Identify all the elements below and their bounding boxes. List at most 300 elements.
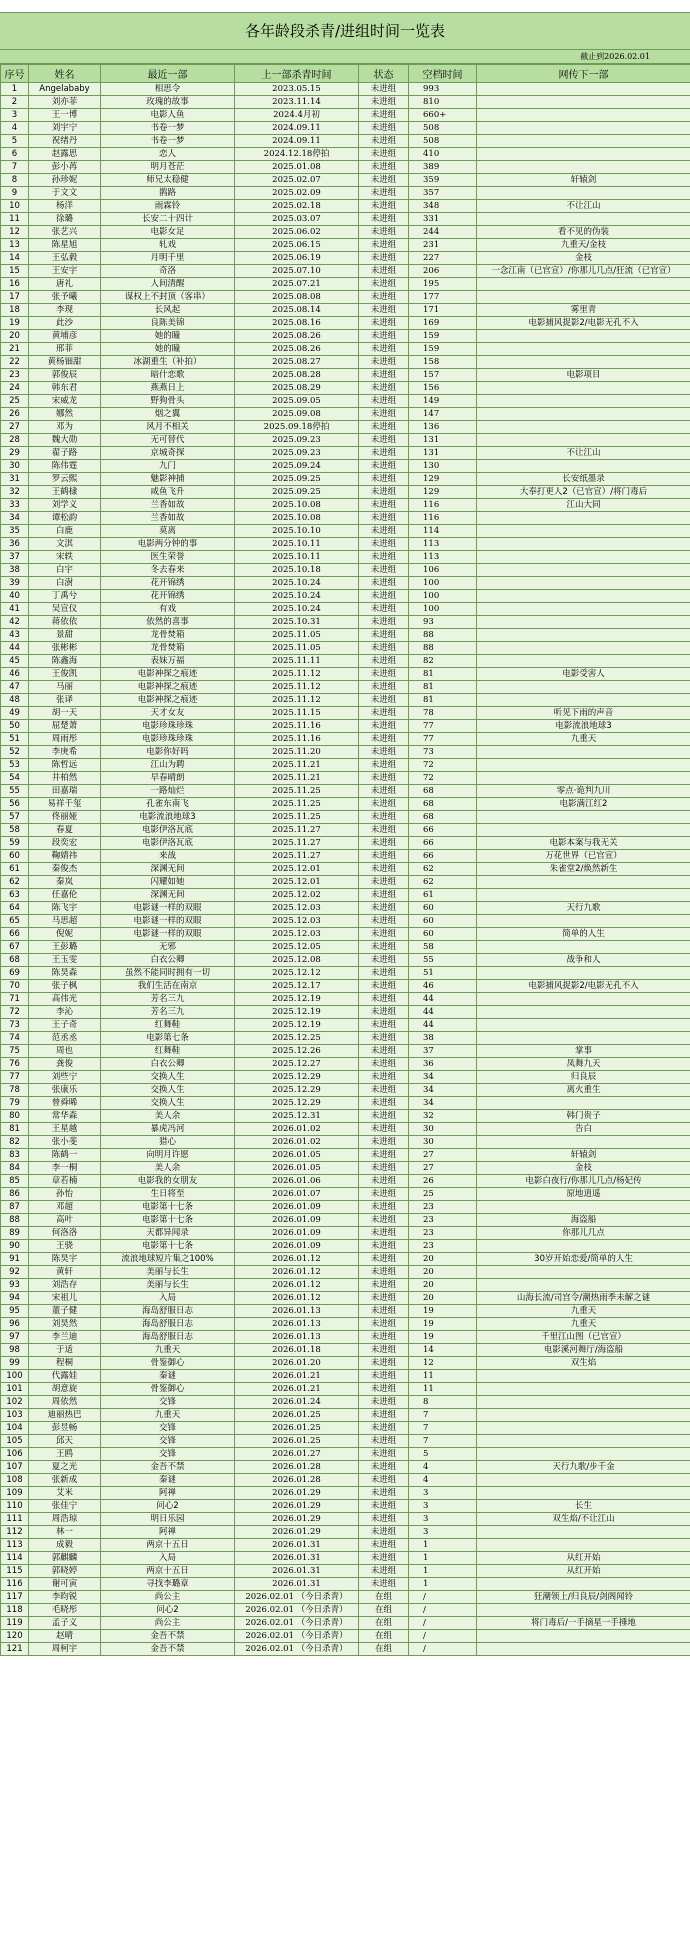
cell-latest-work: 明日乐园 [101,1513,235,1526]
cell-wrap-date: 2026.01.29 [235,1526,359,1539]
cell-next-work: 你那儿几点 [477,1227,690,1240]
cell-status: 未进组 [359,928,409,941]
cell-status: 未进组 [359,122,409,135]
cell-latest-work: 骨鉴御心 [101,1357,235,1370]
cell-latest-work: 电影你好吗 [101,746,235,759]
cell-name: 彭昱畅 [29,1422,101,1435]
cell-index: 55 [1,785,29,798]
cell-gap: 389 [409,161,477,174]
cell-index: 15 [1,265,29,278]
table-row [1,1006,690,1019]
cell-status: 未进组 [359,551,409,564]
cell-index: 29 [1,447,29,460]
cell-name: 王星越 [29,1123,101,1136]
cell-next-work [477,551,690,564]
cell-latest-work: 电影神探之痕迹 [101,694,235,707]
cell-name: 马思超 [29,915,101,928]
cell-next-work [477,1019,690,1032]
cell-name: 杨洋 [29,200,101,213]
header-status: 状态 [359,65,409,83]
cell-next-work: 零点·诡判九川 [477,785,690,798]
cell-next-work [477,1539,690,1552]
cell-name: 陈飞宇 [29,902,101,915]
cell-name: 于适 [29,1344,101,1357]
table-row [1,1526,690,1539]
cell-latest-work: 她的瞳 [101,343,235,356]
cell-next-work [477,1643,690,1656]
table-row [1,213,690,226]
cell-name: 程桐 [29,1357,101,1370]
cell-index: 91 [1,1253,29,1266]
cell-gap: 77 [409,720,477,733]
cell-index: 97 [1,1331,29,1344]
cell-status: 未进组 [359,1578,409,1591]
cell-name: 张新成 [29,1474,101,1487]
cell-wrap-date: 2025.06.15 [235,239,359,252]
cell-name: 周也 [29,1045,101,1058]
cell-wrap-date: 2026.01.28 [235,1461,359,1474]
cell-wrap-date: 2026.01.18 [235,1344,359,1357]
cell-latest-work: 相思令 [101,83,235,96]
cell-status: 未进组 [359,252,409,265]
cell-next-work: 雾里青 [477,304,690,317]
cell-next-work [477,187,690,200]
table-row [1,1357,690,1370]
cell-name: 迪丽热巴 [29,1409,101,1422]
cell-status: 未进组 [359,1123,409,1136]
cell-index: 51 [1,733,29,746]
cell-latest-work: 问心2 [101,1604,235,1617]
cell-wrap-date: 2026.01.06 [235,1175,359,1188]
cell-index: 34 [1,512,29,525]
cell-gap: 156 [409,382,477,395]
cell-name: 娜然 [29,408,101,421]
cell-index: 100 [1,1370,29,1383]
cell-status: 未进组 [359,213,409,226]
cell-latest-work: 人间清醒 [101,278,235,291]
cell-wrap-date: 2026.02.01 （今日杀青） [235,1630,359,1643]
cell-next-work [477,889,690,902]
cell-wrap-date: 2026.02.01 （今日杀青） [235,1643,359,1656]
cell-name: 刘学义 [29,499,101,512]
cell-wrap-date: 2026.01.25 [235,1409,359,1422]
cell-name: 张艺兴 [29,226,101,239]
cell-latest-work: 恋人 [101,148,235,161]
cell-gap: 158 [409,356,477,369]
cell-next-work: 万花世界（已官宣） [477,850,690,863]
table-row [1,330,690,343]
cell-wrap-date: 2025.11.05 [235,642,359,655]
cell-status: 未进组 [359,96,409,109]
cell-wrap-date: 2024.09.11 [235,122,359,135]
cell-next-work [477,408,690,421]
cell-gap: 177 [409,291,477,304]
table-row [1,668,690,681]
cell-next-work [477,161,690,174]
cell-name: 代露娃 [29,1370,101,1383]
cell-next-work [477,1240,690,1253]
cell-gap: 30 [409,1136,477,1149]
cell-name: 陈鑫海 [29,655,101,668]
cell-index: 86 [1,1188,29,1201]
cell-latest-work: 师兄太稳健 [101,174,235,187]
cell-latest-work: 电影伊洛瓦底 [101,837,235,850]
cell-wrap-date: 2025.06.19 [235,252,359,265]
cell-gap: 169 [409,317,477,330]
cell-index: 60 [1,850,29,863]
cell-latest-work: 龙骨焚箱 [101,629,235,642]
cell-wrap-date: 2026.01.31 [235,1539,359,1552]
cell-wrap-date: 2026.01.07 [235,1188,359,1201]
cell-latest-work: 电影第十七条 [101,1201,235,1214]
cell-next-work [477,590,690,603]
cell-latest-work: 花开锦绣 [101,590,235,603]
cell-index: 3 [1,109,29,122]
cell-latest-work: 天都异闻录 [101,1227,235,1240]
table-row [1,512,690,525]
cell-index: 53 [1,759,29,772]
cell-gap: 508 [409,135,477,148]
header-gap: 空档时间 [409,65,477,83]
cell-index: 71 [1,993,29,1006]
schedule-table [0,64,690,1656]
cell-index: 79 [1,1097,29,1110]
cell-next-work: 江山大同 [477,499,690,512]
cell-name: 胡一天 [29,707,101,720]
table-row [1,616,690,629]
cell-wrap-date: 2025.09.23 [235,447,359,460]
cell-name: 黄埔彦 [29,330,101,343]
cell-wrap-date: 2025.12.27 [235,1058,359,1071]
cell-index: 114 [1,1552,29,1565]
cell-index: 118 [1,1604,29,1617]
table-row [1,863,690,876]
cell-latest-work: 电影两分钟的事 [101,538,235,551]
cell-next-work: 轩辕剑 [477,1149,690,1162]
table-row [1,811,690,824]
cell-wrap-date: 2026.01.25 [235,1435,359,1448]
cell-next-work: 原地逍遥 [477,1188,690,1201]
cell-latest-work: 寻找李璐章 [101,1578,235,1591]
cell-index: 61 [1,863,29,876]
table-row [1,1344,690,1357]
cell-wrap-date: 2025.11.16 [235,733,359,746]
cell-gap: 37 [409,1045,477,1058]
cell-latest-work: 金吾不禁 [101,1643,235,1656]
cell-status: 未进组 [359,1227,409,1240]
cell-wrap-date: 2025.11.21 [235,772,359,785]
cell-wrap-date: 2025.12.25 [235,1032,359,1045]
cell-latest-work: 江山为聘 [101,759,235,772]
cell-status: 未进组 [359,603,409,616]
table-row [1,993,690,1006]
cell-wrap-date: 2025.11.21 [235,759,359,772]
cell-gap: 508 [409,122,477,135]
cell-wrap-date: 2025.09.08 [235,408,359,421]
cell-gap: 88 [409,629,477,642]
cell-status: 未进组 [359,1058,409,1071]
cell-gap: 116 [409,512,477,525]
cell-next-work [477,434,690,447]
cell-name: 王子奇 [29,1019,101,1032]
table-row [1,473,690,486]
cell-gap: 68 [409,811,477,824]
cell-next-work: 电影白夜行/你那儿几点/杨妃传 [477,1175,690,1188]
cell-status: 未进组 [359,460,409,473]
cell-latest-work: 秦谜 [101,1370,235,1383]
cell-status: 未进组 [359,1539,409,1552]
table-row [1,928,690,941]
cell-wrap-date: 2025.12.19 [235,1019,359,1032]
cell-index: 74 [1,1032,29,1045]
cell-wrap-date: 2025.10.08 [235,512,359,525]
cell-next-work: 电影捕风捉影2/电影无孔不入 [477,317,690,330]
cell-wrap-date: 2025.08.29 [235,382,359,395]
table-row [1,1188,690,1201]
cell-index: 49 [1,707,29,720]
cell-gap: 14 [409,1344,477,1357]
table-row [1,161,690,174]
cell-next-work: 归良辰 [477,1071,690,1084]
cell-name: 郭麒麟 [29,1552,101,1565]
cell-index: 46 [1,668,29,681]
cell-gap: 72 [409,759,477,772]
cell-wrap-date: 2026.01.13 [235,1318,359,1331]
cell-index: 69 [1,967,29,980]
cell-next-work: 从红开始 [477,1565,690,1578]
cell-status: 未进组 [359,447,409,460]
cell-latest-work: 海岛舒服日志 [101,1331,235,1344]
cell-latest-work: 一路灿烂 [101,785,235,798]
cell-status: 未进组 [359,1409,409,1422]
cell-wrap-date: 2025.11.12 [235,668,359,681]
cell-next-work [477,421,690,434]
cell-gap: 1 [409,1565,477,1578]
ranking-sheet [0,12,690,1656]
cell-name: 高伟光 [29,993,101,1006]
cell-next-work [477,915,690,928]
cell-name: 曾舜晞 [29,1097,101,1110]
cell-latest-work: 交换人生 [101,1071,235,1084]
table-row [1,1370,690,1383]
cell-latest-work: 骨鉴御心 [101,1383,235,1396]
cell-next-work [477,213,690,226]
cell-status: 未进组 [359,291,409,304]
cell-index: 21 [1,343,29,356]
cell-name: 王安宇 [29,265,101,278]
cell-latest-work: 龙骨焚箱 [101,642,235,655]
cell-gap: 12 [409,1357,477,1370]
cell-latest-work: 暗什恋歌 [101,369,235,382]
cell-latest-work: 风月不相关 [101,421,235,434]
cell-name: 秦俊杰 [29,863,101,876]
cell-index: 27 [1,421,29,434]
cell-wrap-date: 2026.01.09 [235,1240,359,1253]
table-row [1,278,690,291]
cell-wrap-date: 2025.10.10 [235,525,359,538]
cell-status: 未进组 [359,694,409,707]
cell-index: 11 [1,213,29,226]
cell-name: 井柏然 [29,772,101,785]
cell-gap: 147 [409,408,477,421]
table-row [1,798,690,811]
cell-latest-work: 交锋 [101,1448,235,1461]
cell-latest-work: 电影第十七条 [101,1214,235,1227]
cell-wrap-date: 2026.01.05 [235,1149,359,1162]
cell-status: 未进组 [359,590,409,603]
cell-gap: 60 [409,902,477,915]
cell-status: 在组 [359,1643,409,1656]
cell-wrap-date: 2025.09.25 [235,486,359,499]
cell-gap: 51 [409,967,477,980]
cell-index: 76 [1,1058,29,1071]
cell-status: 未进组 [359,421,409,434]
table-row [1,954,690,967]
cell-wrap-date: 2026.01.13 [235,1331,359,1344]
cell-next-work: 掌事 [477,1045,690,1058]
cell-wrap-date: 2026.01.21 [235,1370,359,1383]
cell-wrap-date: 2025.08.16 [235,317,359,330]
cell-latest-work: 阿禅 [101,1487,235,1500]
cell-status: 未进组 [359,1292,409,1305]
cell-latest-work: 早春晴朗 [101,772,235,785]
cell-index: 50 [1,720,29,733]
cell-index: 102 [1,1396,29,1409]
cell-gap: 27 [409,1162,477,1175]
cell-next-work [477,343,690,356]
cell-index: 68 [1,954,29,967]
cell-wrap-date: 2026.01.05 [235,1162,359,1175]
cell-index: 35 [1,525,29,538]
table-row [1,434,690,447]
cell-wrap-date: 2026.01.12 [235,1279,359,1292]
cell-gap: 113 [409,538,477,551]
cell-latest-work: 雨霖铃 [101,200,235,213]
cell-gap: 34 [409,1097,477,1110]
cell-next-work: 凤舞九天 [477,1058,690,1071]
cell-name: 张予曦 [29,291,101,304]
table-row [1,96,690,109]
cell-next-work: 不让江山 [477,447,690,460]
cell-name: 彭小苒 [29,161,101,174]
cell-status: 未进组 [359,1097,409,1110]
cell-latest-work: 电影珍珠珍珠 [101,733,235,746]
cell-gap: 60 [409,915,477,928]
cell-name: 范丞丞 [29,1032,101,1045]
cell-next-work [477,746,690,759]
cell-next-work: 30岁开始恋爱/简单的人生 [477,1253,690,1266]
cell-next-work: 双生焰 [477,1357,690,1370]
cell-index: 54 [1,772,29,785]
cell-wrap-date: 2025.10.24 [235,590,359,603]
cell-gap: 36 [409,1058,477,1071]
cell-name: 宋轶 [29,551,101,564]
cell-status: 未进组 [359,148,409,161]
table-row [1,1136,690,1149]
cell-latest-work: 尚公主 [101,1591,235,1604]
cell-latest-work: 我们生活在南京 [101,980,235,993]
cell-index: 90 [1,1240,29,1253]
cell-name: 郭俊辰 [29,369,101,382]
cell-index: 109 [1,1487,29,1500]
cell-status: 未进组 [359,343,409,356]
cell-wrap-date: 2025.01.08 [235,161,359,174]
cell-wrap-date: 2026.01.29 [235,1487,359,1500]
cell-wrap-date: 2025.10.24 [235,603,359,616]
cell-latest-work: 交换人生 [101,1084,235,1097]
cell-wrap-date: 2025.06.02 [235,226,359,239]
cell-gap: 3 [409,1500,477,1513]
cell-next-work [477,460,690,473]
cell-index: 20 [1,330,29,343]
cell-name: 王鹤棣 [29,486,101,499]
cell-status: 未进组 [359,1188,409,1201]
cell-latest-work: 天才女友 [101,707,235,720]
cell-wrap-date: 2026.01.27 [235,1448,359,1461]
table-row [1,252,690,265]
cell-next-work [477,96,690,109]
cell-index: 31 [1,473,29,486]
cell-status: 在组 [359,1617,409,1630]
cell-next-work: 九重天 [477,1318,690,1331]
cell-gap: 244 [409,226,477,239]
cell-next-work: 电影本案与我无关 [477,837,690,850]
cell-index: 78 [1,1084,29,1097]
cell-status: 未进组 [359,83,409,96]
table-row [1,1396,690,1409]
cell-gap: 62 [409,876,477,889]
cell-latest-work: 电影流浪地球3 [101,811,235,824]
cell-wrap-date: 2025.09.23 [235,434,359,447]
cell-wrap-date: 2023.05.15 [235,83,359,96]
cell-latest-work: 无邪 [101,941,235,954]
table-row [1,447,690,460]
cell-wrap-date: 2026.01.09 [235,1214,359,1227]
cell-status: 未进组 [359,1162,409,1175]
cell-gap: 8 [409,1396,477,1409]
cell-latest-work: 无可替代 [101,434,235,447]
table-row [1,265,690,278]
cell-name: 董子健 [29,1305,101,1318]
cell-name: 倪妮 [29,928,101,941]
cell-status: 未进组 [359,408,409,421]
cell-index: 36 [1,538,29,551]
cell-status: 未进组 [359,772,409,785]
cell-next-work [477,148,690,161]
cell-index: 95 [1,1305,29,1318]
cell-next-work: 千里江山图（已官宣） [477,1331,690,1344]
cell-wrap-date: 2025.12.29 [235,1071,359,1084]
cell-name: 张译 [29,694,101,707]
cell-name: 祝绪丹 [29,135,101,148]
cell-wrap-date: 2025.11.12 [235,694,359,707]
cell-gap: 3 [409,1526,477,1539]
cell-next-work: 不让江山 [477,200,690,213]
cell-status: 未进组 [359,616,409,629]
cell-wrap-date: 2025.10.11 [235,551,359,564]
cell-latest-work: 野狗骨头 [101,395,235,408]
cell-gap: 34 [409,1071,477,1084]
table-row [1,1578,690,1591]
cell-status: 在组 [359,1604,409,1617]
cell-latest-work: 金吾不禁 [101,1461,235,1474]
cell-gap: 171 [409,304,477,317]
cell-next-work: 韩门贵子 [477,1110,690,1123]
cell-index: 13 [1,239,29,252]
cell-name: 陈昊宇 [29,1253,101,1266]
cell-gap: 7 [409,1422,477,1435]
cell-next-work [477,122,690,135]
